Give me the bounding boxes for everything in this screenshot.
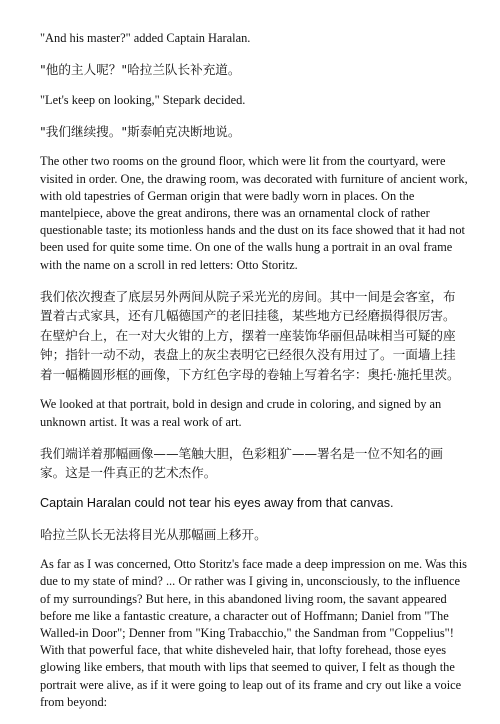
paragraph-zh-canvas: 哈拉兰队长无法将目光从那幅画上移开。 xyxy=(40,526,267,542)
paragraph-zh-drawing-room: 我们依次搜查了底层另外两间从院子采光光的房间。其中一间是会客室，布置着古式家具，还有几幅德国产的老旧挂毯，某些地方已经磨损得很厉害。在壁炉台上，在一对大火钳的上方，摆着一座装饰华丽但品味相当可疑的座钟；指针一动不动，表盘上的灰尘表明它已经很久没有用过了。一面墙上挂着一幅椭圆形框的画像，下方红色字母的卷轴上写着名字：奥托·施托里茨。 xyxy=(40,288,460,382)
paragraph-zh-haralan-question: "他的主人呢？"哈拉兰队长补充道。 xyxy=(40,62,241,78)
paragraph-en-portrait: We looked at that portrait, bold in design and crude in coloring, and signed by an unknown artist. It was a real work of art. xyxy=(40,397,442,429)
paragraph-zh-stepark-decided: "我们继续搜。"斯泰帕克决断地说。 xyxy=(40,123,241,139)
paragraph-en-haralan-question: "And his master?" added Captain Haralan. xyxy=(40,31,251,45)
paragraph-en-stepark-decided: "Let's keep on looking," Stepark decided. xyxy=(40,92,246,107)
paragraph-en-canvas: Captain Haralan could not tear his eyes away from that canvas. xyxy=(40,495,394,510)
paragraph-en-drawing-room: The other two rooms on the ground floor, which were lit from the courtyard, were visited in order. One, the drawing room, was decorated with furniture of ancient work, with old tapestries of German origin that were badly worn in places. On the mantelpiece, above the great andirons, there was an ornamental clock of rather questionable taste; its motionless hands and the dust on its face showed that it had not been used for quite some time. On one of the walls hung a portrait in an oval frame with the name on a scroll in red letters: Otto Storitz. xyxy=(40,154,468,272)
paragraph-zh-portrait: 我们端详着那幅画像——笔触大胆，色彩粗犷——署名是一位不知名的画家。这是一件真正的艺术杰作。 xyxy=(40,445,443,481)
paragraph-en-impression: As far as I was concerned, Otto Storitz's face made a deep impression on me. Was this due to my state of mind? ... Or rather was I giving in, unconsciously, to the influence of my surroundings? But here, in this abandoned living room, the savant appeared before me like a fantastic creature, a character out of Hoffmann; Daniel from "The Walled-in Door"; Denner from "King Trabacchio," the Sandman from "Coppelius"! With that powerful face, that white disheveled hair, that lofty forehead, those eyes glowing like embers, that mouth with lips that seemed to quiver, I felt as though the portrait were alive, as if it were going to leap out of its frame and cry out like a voice from beyond: xyxy=(40,557,467,709)
document-page xyxy=(40,30,468,724)
